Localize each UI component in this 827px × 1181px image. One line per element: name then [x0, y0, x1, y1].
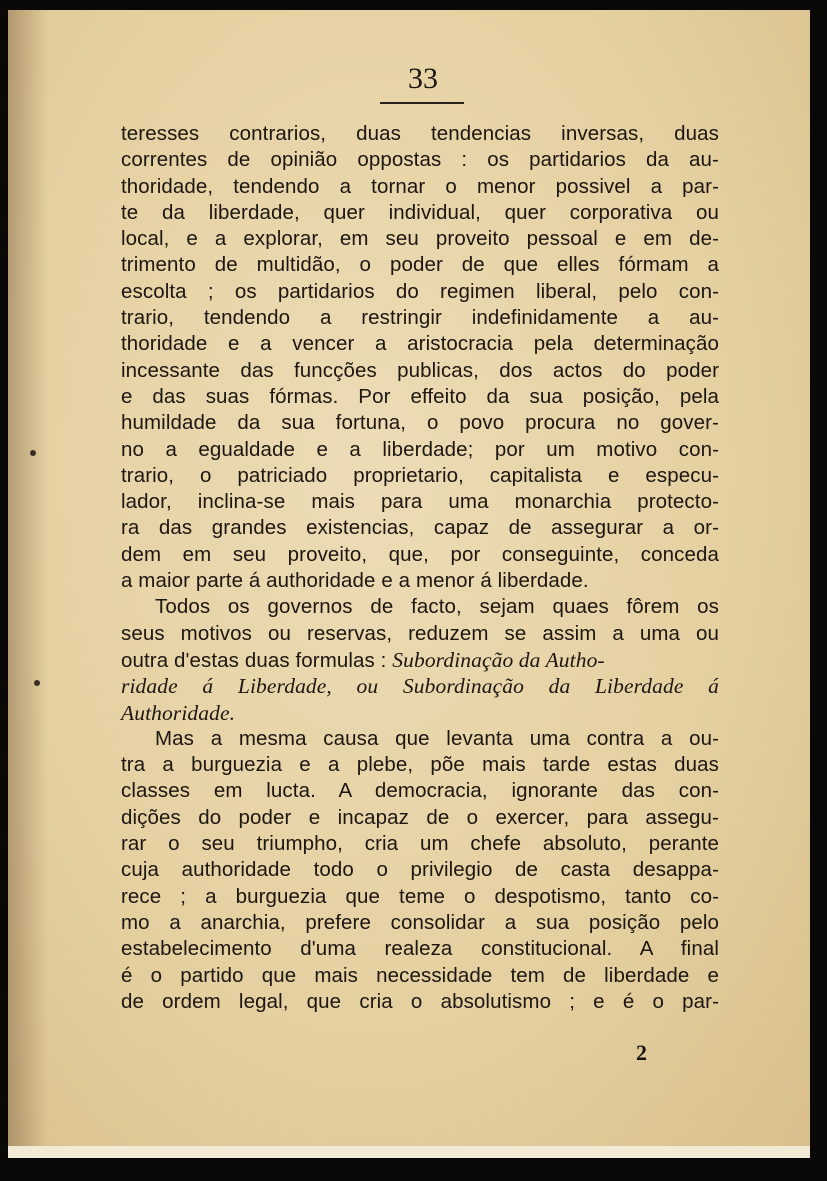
signature-mark: 2	[636, 1040, 647, 1065]
header-rule	[380, 102, 464, 104]
text-line: teresses contrarios, duas tendencias inversas, duas	[121, 122, 719, 145]
text-line: thoridade e a vencer a aristocracia pela determinação	[121, 332, 719, 356]
italic-formula-line: Authoridade.	[121, 700, 236, 725]
text-line: trario, tendendo a restringir indefinidamente a au-	[121, 306, 719, 330]
text-line: thoridade, tendendo a tornar o menor possivel a par-	[121, 174, 719, 198]
text-line: estabelecimento d'uma realeza constitucional. A final	[121, 937, 719, 961]
text-line: incessante das funcções publicas, dos actos do poder	[121, 358, 719, 382]
text-line: e das suas fórmas. Por effeito da sua posição, pela	[121, 384, 719, 408]
text-line: rar o seu triumpho, cria um chefe absoluto, perante	[121, 832, 719, 856]
page-bottom-edge	[8, 1146, 810, 1158]
text-line: mo a anarchia, prefere consolidar a sua posição pelo	[121, 910, 719, 934]
text-line: a maior parte á authoridade e a menor á liberdade.	[121, 569, 589, 593]
text-line: rece ; a burguezia que teme o despotismo, tanto co-	[121, 884, 719, 908]
text-line: trario, o patriciado proprietario, capitalista e especu-	[121, 463, 719, 487]
text-line: no a egualdade e a liberdade; por um motivo con-	[121, 437, 719, 461]
text-line: é o partido que mais necessidade tem de liberdade e	[121, 963, 719, 987]
text-line: dem em seu proveito, que, por conseguinte, conceda	[121, 542, 719, 566]
text-line: cuja authoridade todo o privilegio de casta desappa-	[121, 858, 719, 882]
paragraph-2	[121, 594, 719, 725]
paragraph-3	[121, 726, 719, 1015]
text-line: Mas a mesma causa que levanta uma contra a ou-	[155, 726, 719, 750]
ink-spot	[34, 680, 40, 686]
italic-formula-line: ridade á Liberdade, ou Subordinação da Liberdade á	[121, 674, 719, 699]
text-line: ra das grandes existencias, capaz de assegurar a or-	[121, 516, 719, 540]
text-segment: outra d'estas duas formulas :	[121, 648, 387, 672]
binding-shadow	[8, 10, 48, 1158]
text-line: tra a burguezia e a plebe, põe mais tarde estas duas	[121, 753, 719, 777]
text-line: local, e a explorar, em seu proveito pessoal e em de-	[121, 227, 719, 251]
text-line: trimento de multidão, o poder de que elles fórmam a	[121, 253, 719, 277]
text-line	[121, 647, 719, 673]
book-page	[8, 10, 810, 1158]
text-line: de ordem legal, que cria o absolutismo ; e é o par-	[121, 989, 719, 1013]
paragraph-1	[121, 121, 719, 594]
italic-formula: Subordinação da Autho-	[392, 647, 605, 672]
text-line: te da liberdade, quer individual, quer corporativa ou	[121, 200, 719, 224]
text-line: seus motivos ou reservas, reduzem se assim a uma ou	[121, 621, 719, 645]
body-text	[121, 121, 719, 1015]
text-line: escolta ; os partidarios do regimen liberal, pelo con-	[121, 279, 719, 303]
ink-spot	[30, 450, 36, 456]
text-line: lador, inclina-se mais para uma monarchia protecto-	[121, 490, 719, 514]
text-line: dições do poder e incapaz de o exercer, para assegu-	[121, 805, 719, 829]
text-line: humildade da sua fortuna, o povo procura no gover-	[121, 411, 719, 435]
text-line: classes em lucta. A democracia, ignorante das con-	[121, 779, 719, 803]
text-line: Todos os governos de facto, sejam quaes fôrem os	[155, 595, 719, 619]
page-number: 33	[408, 62, 438, 95]
text-line: correntes de opinião oppostas : os partidarios da au-	[121, 148, 719, 172]
